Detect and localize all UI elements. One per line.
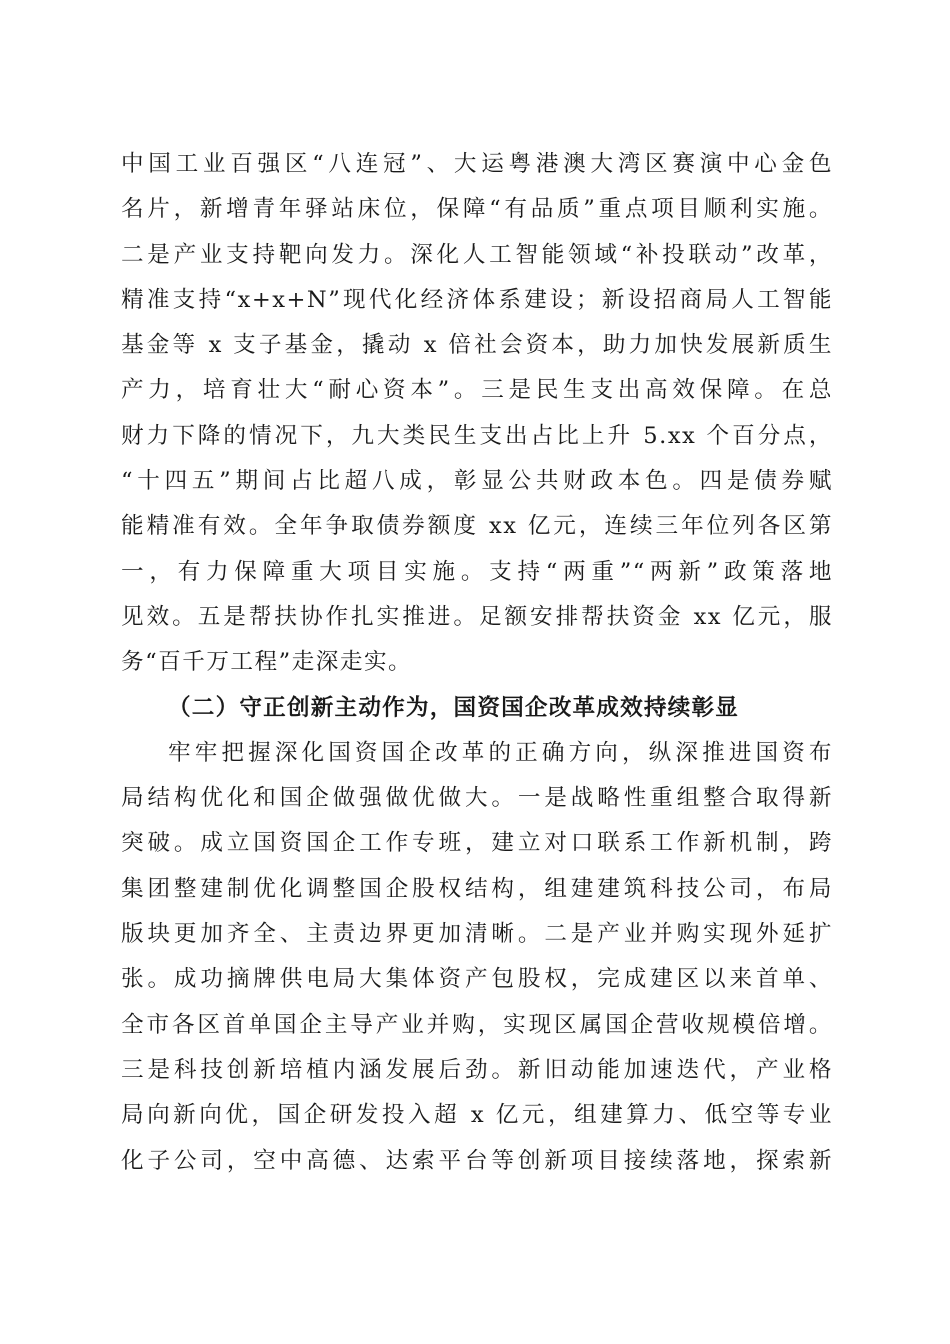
text-line: 张。成功摘牌供电局大集体资产包股权，完成建区以来首单、	[121, 966, 833, 993]
text-line: 务“百千万工程”走深走实。	[121, 649, 413, 676]
text-line: 集团整建制优化调整国企股权结构，组建建筑科技公司，布局	[121, 875, 833, 902]
text-line: 三是科技创新培植内涵发展后劲。新旧动能加速迭代，产业格	[121, 1056, 833, 1083]
text-line: 突破。成立国资国企工作专班，建立对口联系工作新机制，跨	[121, 830, 833, 857]
text-line: “十四五”期间占比超八成，彰显公共财政本色。四是债券赋	[121, 468, 833, 495]
text-line: 基金等 x 支子基金，撬动 x 倍社会资本，助力加快发展新质生	[121, 332, 833, 359]
text-line: 局结构优化和国企做强做优做大。一是战略性重组整合取得新	[121, 785, 833, 812]
text-line: 牢牢把握深化国资国企改革的正确方向，纵深推进国资布	[168, 739, 833, 766]
paragraph-1	[121, 142, 833, 686]
text-line: 财力下降的情况下，九大类民生支出占比上升 5.xx 个百分点，	[121, 422, 833, 449]
text-line: 版块更加齐全、主责边界更加清晰。二是产业并购实现外延扩	[121, 921, 833, 948]
text-line: 见效。五是帮扶协作扎实推进。足额安排帮扶资金 xx 亿元，服	[121, 603, 833, 630]
text-line: 一，有力保障重大项目实施。支持“两重”“两新”政策落地	[121, 558, 833, 585]
text-line: 中国工业百强区“八连冠”、大运粤港澳大湾区赛演中心金色	[121, 151, 833, 177]
text-line: 局向新向优，国企研发投入超 x 亿元，组建算力、低空等专业	[121, 1102, 833, 1129]
text-line: 产力，培育壮大“耐心资本”。三是民生支出高效保障。在总	[121, 377, 833, 404]
text-line: 化子公司，空中高德、达索平台等创新项目接续落地，探索新	[121, 1147, 833, 1174]
text-line: 名片，新增青年驿站床位，保障“有品质”重点项目顺利实施。	[121, 196, 833, 223]
text-line: 精准支持“x+x+N”现代化经济体系建设；新设招商局人工智能	[121, 286, 833, 313]
text-line: 全市各区首单国企主导产业并购，实现区属国企营收规模倍增。	[121, 1011, 833, 1038]
document-body	[121, 142, 833, 1184]
text-line: 能精准有效。全年争取债券额度 xx 亿元，连续三年位列各区第	[121, 513, 833, 540]
text-line: 二是产业支持靶向发力。深化人工智能领域“补投联动”改革，	[121, 241, 833, 268]
section-heading: （二）守正创新主动作为，国资国企改革成效持续彰显	[168, 694, 740, 721]
paragraph-2	[121, 731, 833, 1184]
